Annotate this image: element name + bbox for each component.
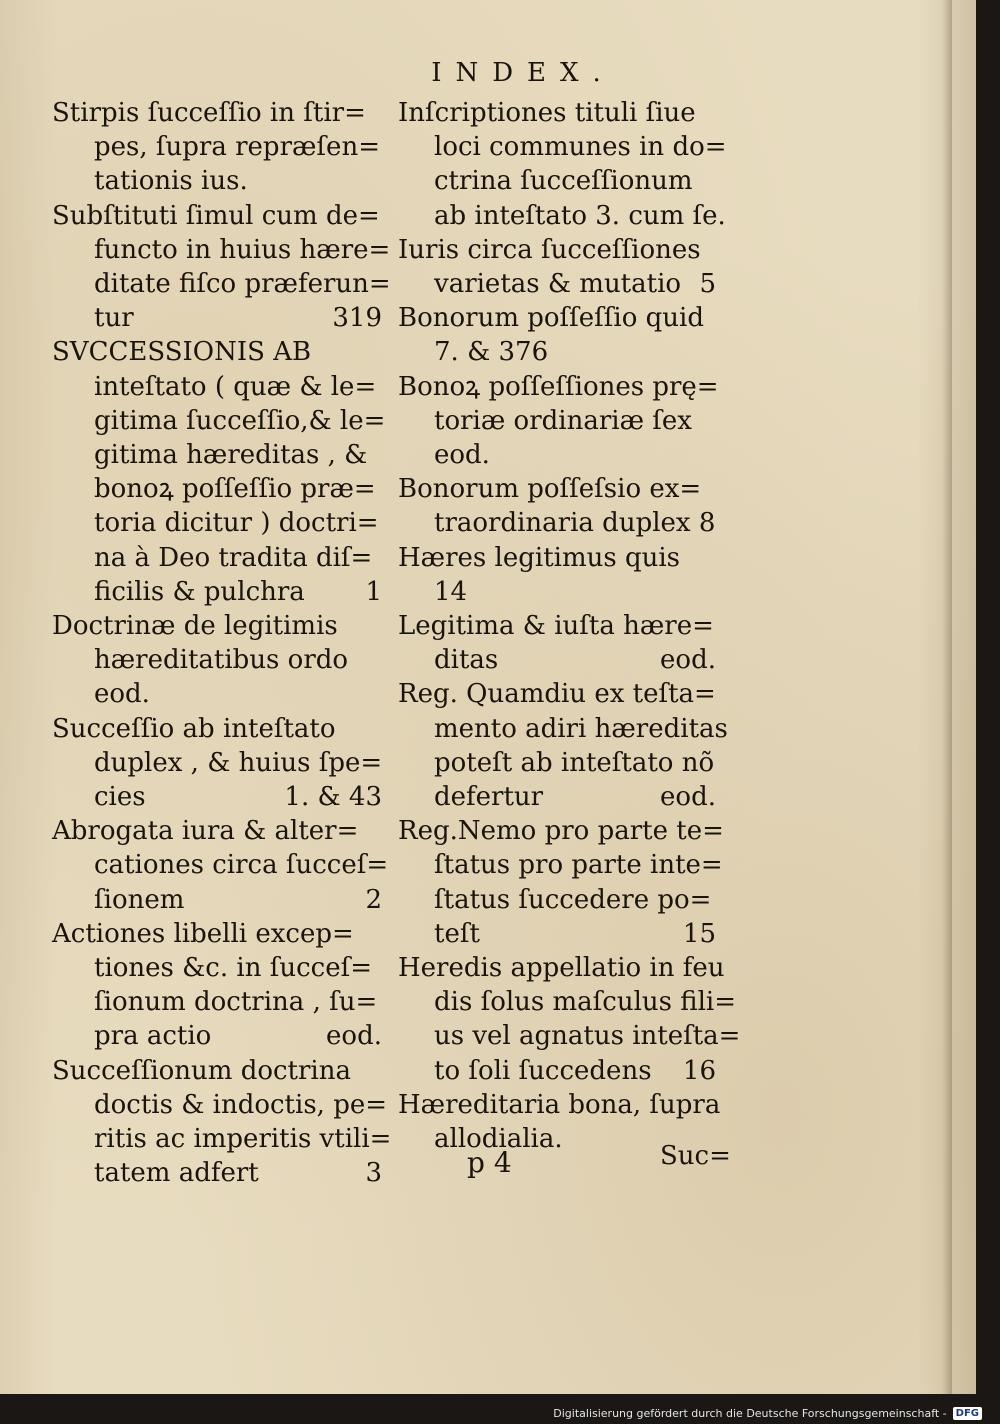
index-entry: [398, 301, 716, 369]
index-entry-line: [398, 643, 716, 677]
index-entry-line: Inſcriptiones tituli ſiue: [398, 98, 696, 128]
index-entry: [52, 712, 382, 815]
index-entry: [52, 96, 382, 199]
entry-text: pra actio: [94, 1021, 212, 1052]
index-entry-line: Reg.Nemo pro parte te=: [398, 816, 724, 847]
index-entry: [398, 472, 716, 540]
index-entry-line: [52, 301, 382, 335]
digitization-credit: [553, 1407, 982, 1420]
entry-page-ref: eod.: [660, 645, 716, 676]
index-entry-line: [52, 883, 382, 917]
signature-mark: p 4: [467, 1146, 512, 1179]
index-entry-line: doctis & indoctis, pe=: [94, 1089, 388, 1120]
index-entry-line: Legitima & iuſta hære=: [398, 611, 714, 642]
index-entry-line: bonoꝝ poſſeſſio præ=: [94, 474, 376, 505]
index-entry: [398, 951, 741, 1088]
entry-page-ref: eod.: [660, 782, 716, 813]
entry-text: tur: [94, 303, 134, 334]
index-entry: [398, 96, 727, 233]
index-entry-line: Subſtituti ſimul cum de=: [52, 200, 380, 231]
index-entry-line: 14: [434, 576, 468, 607]
entry-text: ſionem: [94, 884, 185, 915]
index-entry-line: Iuris circa ſucceſſiones: [398, 234, 701, 265]
entry-page-ref: eod.: [326, 1021, 382, 1052]
index-entry-line: allodialia.: [434, 1124, 563, 1155]
index-entry: [52, 1054, 392, 1191]
index-entry-line: tationis ius.: [94, 166, 248, 197]
index-entry-line: SVCCESSIONIS AB: [52, 337, 312, 368]
index-entry-line: [398, 780, 716, 814]
index-entry: [398, 541, 716, 609]
index-entry-line: na à Deo tradita diſ=: [94, 542, 373, 573]
index-entry-line: tiones &c. in ſucceſ=: [94, 953, 373, 984]
entry-text: teſt: [434, 918, 480, 949]
entry-text: tatem adfert: [94, 1158, 259, 1189]
index-entry-line: Succeſſionum doctrina: [52, 1055, 351, 1086]
credit-text: Digitalisierung gefördert durch die Deutsche Forschungsgemeinschaft -: [553, 1407, 947, 1420]
index-entry-line: [52, 575, 382, 609]
index-entry: [398, 233, 716, 301]
index-entry: [398, 677, 728, 814]
entry-page-ref: 16: [682, 1055, 716, 1086]
entry-text: varietas & mutatio: [434, 269, 682, 300]
index-entry-line: toriæ ordinariæ ſex: [434, 405, 692, 436]
index-entry-line: eod.: [434, 440, 490, 471]
index-entry-line: ctrina ſucceſſionum: [434, 166, 693, 197]
index-entry-line: functo in huius hære=: [94, 234, 391, 265]
index-entry-line: traordinaria duplex 8: [434, 508, 716, 539]
entry-page-ref: 1. & 43: [284, 782, 382, 813]
entry-text: cies: [94, 782, 146, 813]
index-entry-line: ſtatus pro parte inte=: [434, 850, 723, 881]
index-entry: [52, 814, 389, 917]
entry-page-ref: 3: [365, 1158, 382, 1189]
index-entry-line: [52, 1156, 382, 1190]
index-entry-line: duplex , & huius ſpe=: [94, 747, 383, 778]
index-entry-line: [52, 1019, 382, 1053]
index-entry: [52, 199, 391, 336]
index-entry: [398, 609, 716, 677]
entry-page-ref: 15: [682, 918, 716, 949]
index-entry-line: Heredis appellatio in feu: [398, 953, 725, 984]
running-header: INDEX.: [431, 58, 615, 88]
index-entry-line: gitima hæreditas , &: [94, 440, 368, 471]
index-entry-line: Doctrinæ de legitimis: [52, 611, 338, 642]
index-entry: [398, 814, 724, 951]
index-entry-line: Bonoꝝ poſſeſſiones prę=: [398, 371, 719, 402]
dfg-logo: DFG: [953, 1407, 982, 1420]
index-entry-line: ſtatus ſuccedere po=: [434, 884, 712, 915]
index-entry-line: inteſtato ( quæ & le=: [94, 371, 377, 402]
entry-page-ref: 1: [365, 576, 382, 607]
index-entry-line: hæreditatibus ordo: [94, 645, 349, 676]
index-entry-line: ſionum doctrina , ſu=: [94, 987, 378, 1018]
index-entry-line: ab inteſtato 3. cum ſe.: [434, 200, 726, 231]
index-entry-line: Bonorum poſſeſsio ex=: [398, 474, 702, 505]
index-entry-line: [398, 1054, 716, 1088]
index-entry: [52, 335, 386, 609]
index-entry-line: mento adiri hæreditas: [434, 713, 728, 744]
index-column-left: [52, 96, 392, 1191]
index-entry-line: Stirpis ſucceſſio in ſtir=: [52, 98, 366, 128]
index-entry-line: loci communes in do=: [434, 132, 727, 163]
index-entry-line: Reg. Quamdiu ex teſta=: [398, 679, 716, 710]
index-entry-line: dis ſolus maſculus fili=: [434, 987, 737, 1018]
index-entry-line: Succeſſio ab inteſtato: [52, 713, 336, 744]
entry-page-ref: 2: [365, 884, 382, 915]
index-entry-line: eod.: [94, 679, 150, 710]
index-entry: [52, 917, 382, 1054]
index-entry-line: Hæreditaria bona, ſupra: [398, 1089, 721, 1120]
index-entry-line: us vel agnatus inteſta=: [434, 1021, 741, 1052]
index-entry-line: [52, 780, 382, 814]
entry-text: to ſoli ſuccedens: [434, 1055, 652, 1086]
index-entry: [398, 370, 719, 473]
entry-text: ficilis & pulchra: [94, 576, 305, 607]
index-entry-line: Bonorum poſſeſſio quid: [398, 303, 705, 334]
index-entry-line: ditate fiſco præferun=: [94, 269, 391, 300]
index-entry-line: gitima ſucceſſio,& le=: [94, 405, 386, 436]
index-entry-line: [398, 917, 716, 951]
index-entry-line: ritis ac imperitis vtili=: [94, 1124, 392, 1155]
index-entry-line: cationes circa ſucceſ=: [94, 850, 389, 881]
index-entry-line: [398, 267, 716, 301]
index-entry-line: Abrogata iura & alter=: [52, 816, 359, 847]
index-entry-line: 7. & 376: [434, 337, 549, 368]
entry-text: ditas: [434, 645, 499, 676]
entry-text: defertur: [434, 782, 544, 813]
page-edge-shadow: [942, 0, 952, 1394]
catchword: Suc=: [660, 1141, 731, 1171]
index-entry-line: pes, ſupra repræſen=: [94, 132, 380, 163]
entry-page-ref: 319: [332, 303, 382, 334]
index-entry-line: poteſt ab inteſtato nõ: [434, 747, 715, 778]
index-entry: [52, 609, 382, 712]
index-entry-line: toria dicitur ) doctri=: [94, 508, 379, 539]
index-column-right: [398, 96, 741, 1156]
index-entry-line: Hæres legitimus quis: [398, 542, 681, 573]
index-entry-line: Actiones libelli excep=: [52, 918, 354, 949]
entry-page-ref: 5: [699, 269, 716, 300]
